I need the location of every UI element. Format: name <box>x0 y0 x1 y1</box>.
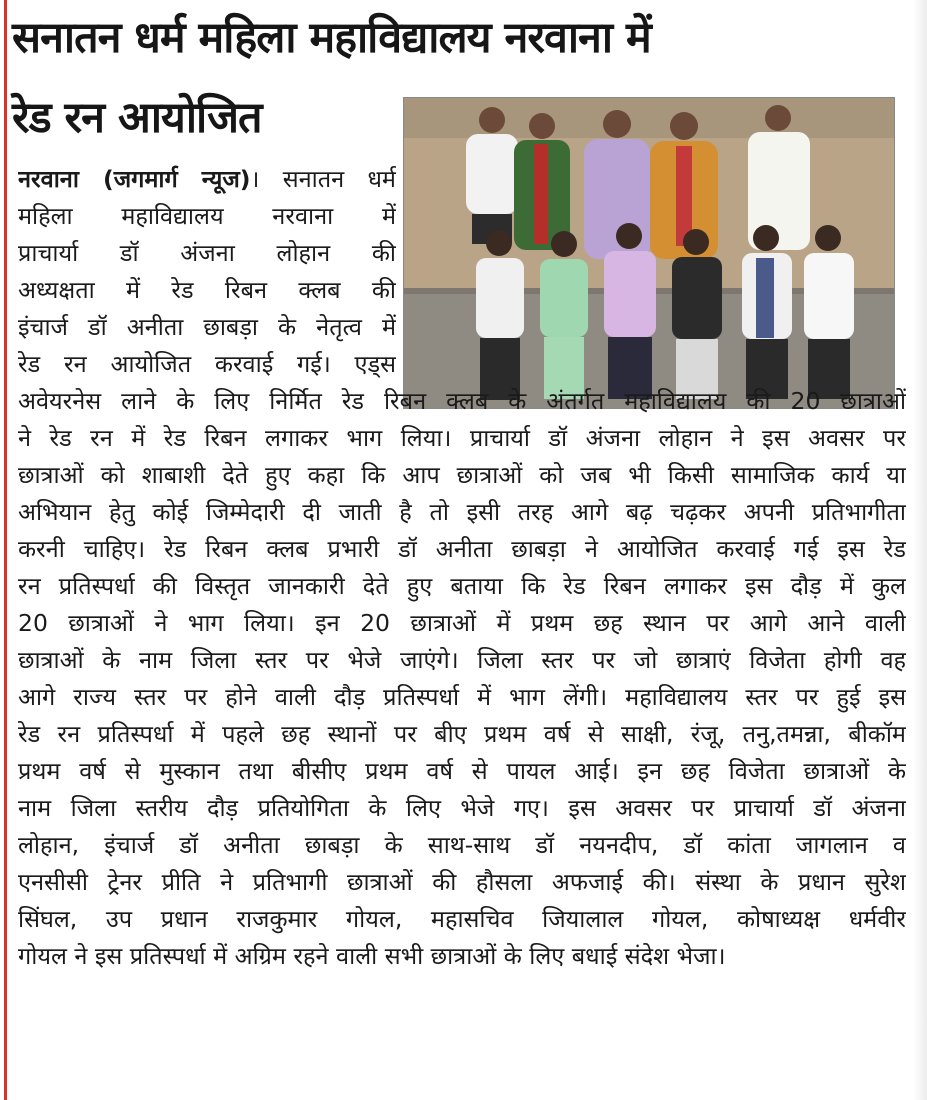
article-line-19: लोहान, इंचार्ज डॉ अनीता छाबड़ा के साथ-साथ डॉ नयनदीप, डॉ कांता जागलान व <box>18 831 906 859</box>
margin-rule <box>4 0 7 1100</box>
article-line-14: छात्राओं के नाम जिला स्तर पर भेजे जाएंगे। जिला स्तर पर जो छात्राएं विजेता होगी वह <box>18 646 906 674</box>
group-photo <box>403 97 895 409</box>
article-line-1 <box>18 162 396 196</box>
article-line-9: छात्राओं को शाबाशी देते हुए कहा कि आप छात्राओं को जब भी किसी सामाजिक कार्य या <box>18 461 906 489</box>
article-line-10: अभियान हेतु कोई जिम्मेदारी दी जाती है तो इसी तरह आगे बढ़ चढ़कर अपनी प्रतिभागीता <box>18 498 906 526</box>
article-line-18: नाम जिला स्तरीय दौड़ प्रतियोगिता के लिए भेजे गए। इस अवसर पर प्राचार्या डॉ अंजना <box>18 794 906 822</box>
headline-line-2: रेड रन आयोजित <box>12 93 262 143</box>
article-line-6: रेड रन आयोजित करवाई गई। एड्स <box>18 350 396 378</box>
article-line-11: करनी चाहिए। रेड रिबन क्लब प्रभारी डॉ अनीता छाबड़ा ने आयोजित करवाई गई इस रेड <box>18 535 906 563</box>
article-line-13: 20 छात्राओं ने भाग लिया। इन 20 छात्राओं में प्रथम छह स्थान पर आगे आने वाली <box>18 609 906 637</box>
article-line-7: अवेयरनेस लाने के लिए निर्मित रेड रिबन क्लब के अंतर्गत महाविद्यालय की 20 छात्राओं <box>18 387 906 415</box>
article-line-2: महिला महाविद्यालय नरवाना में <box>18 202 396 230</box>
article-line-3: प्राचार्या डॉ अंजना लोहान की <box>18 239 396 267</box>
article-line-21: सिंघल, उप प्रधान राजकुमार गोयल, महासचिव जियालाल गोयल, कोषाध्यक्ष धर्मवीर <box>18 905 906 933</box>
headline-line-1: सनातन धर्म महिला महाविद्यालय नरवाना में <box>12 13 651 63</box>
article-line-12: रन प्रतिस्पर्धा की विस्तृत जानकारी देते हुए बताया कि रेड रिबन लगाकर इस दौड़ में कुल <box>18 572 906 600</box>
dateline: नरवाना (जगमार्ग न्यूज) <box>18 165 251 193</box>
page-edge-shadow <box>913 0 927 1100</box>
article-line-16: रेड रन प्रतिस्पर्धा में पहले छह स्थानों पर बीए प्रथम वर्ष से साक्षी, रंजू, तनु,तमन्ना, बीकॉम <box>18 720 906 748</box>
article-line-22: गोयल ने इस प्रतिस्पर्धा में अग्रिम रहने वाली सभी छात्राओं के लिए बधाई संदेश भेजा। <box>18 942 726 970</box>
article-line-17: प्रथम वर्ष से मुस्कान तथा बीसीए प्रथम वर्ष से पायल आई। इन छह विजेता छात्राओं के <box>18 757 906 785</box>
article-line-20: एनसीसी ट्रेनर प्रीति ने प्रतिभागी छात्राओं की हौसला अफजाई की। संस्था के प्रधान सुरेश <box>18 868 906 896</box>
article-line-4: अध्यक्षता में रेड रिबन क्लब की <box>18 276 396 304</box>
article-line-8: ने रेड रन में रेड रिबन लगाकर भाग लिया। प्राचार्या डॉ अंजना लोहान ने इस अवसर पर <box>18 424 906 452</box>
article-line-15: आगे राज्य स्तर पर होने वाली दौड़ प्रतिस्पर्धा में भाग लेंगी। महाविद्यालय स्तर पर हुई इस <box>18 683 906 711</box>
article-line-1-text: । सनातन धर्म <box>250 165 396 193</box>
article-line-5: इंचार्ज डॉ अनीता छाबड़ा के नेतृत्व में <box>18 313 396 341</box>
